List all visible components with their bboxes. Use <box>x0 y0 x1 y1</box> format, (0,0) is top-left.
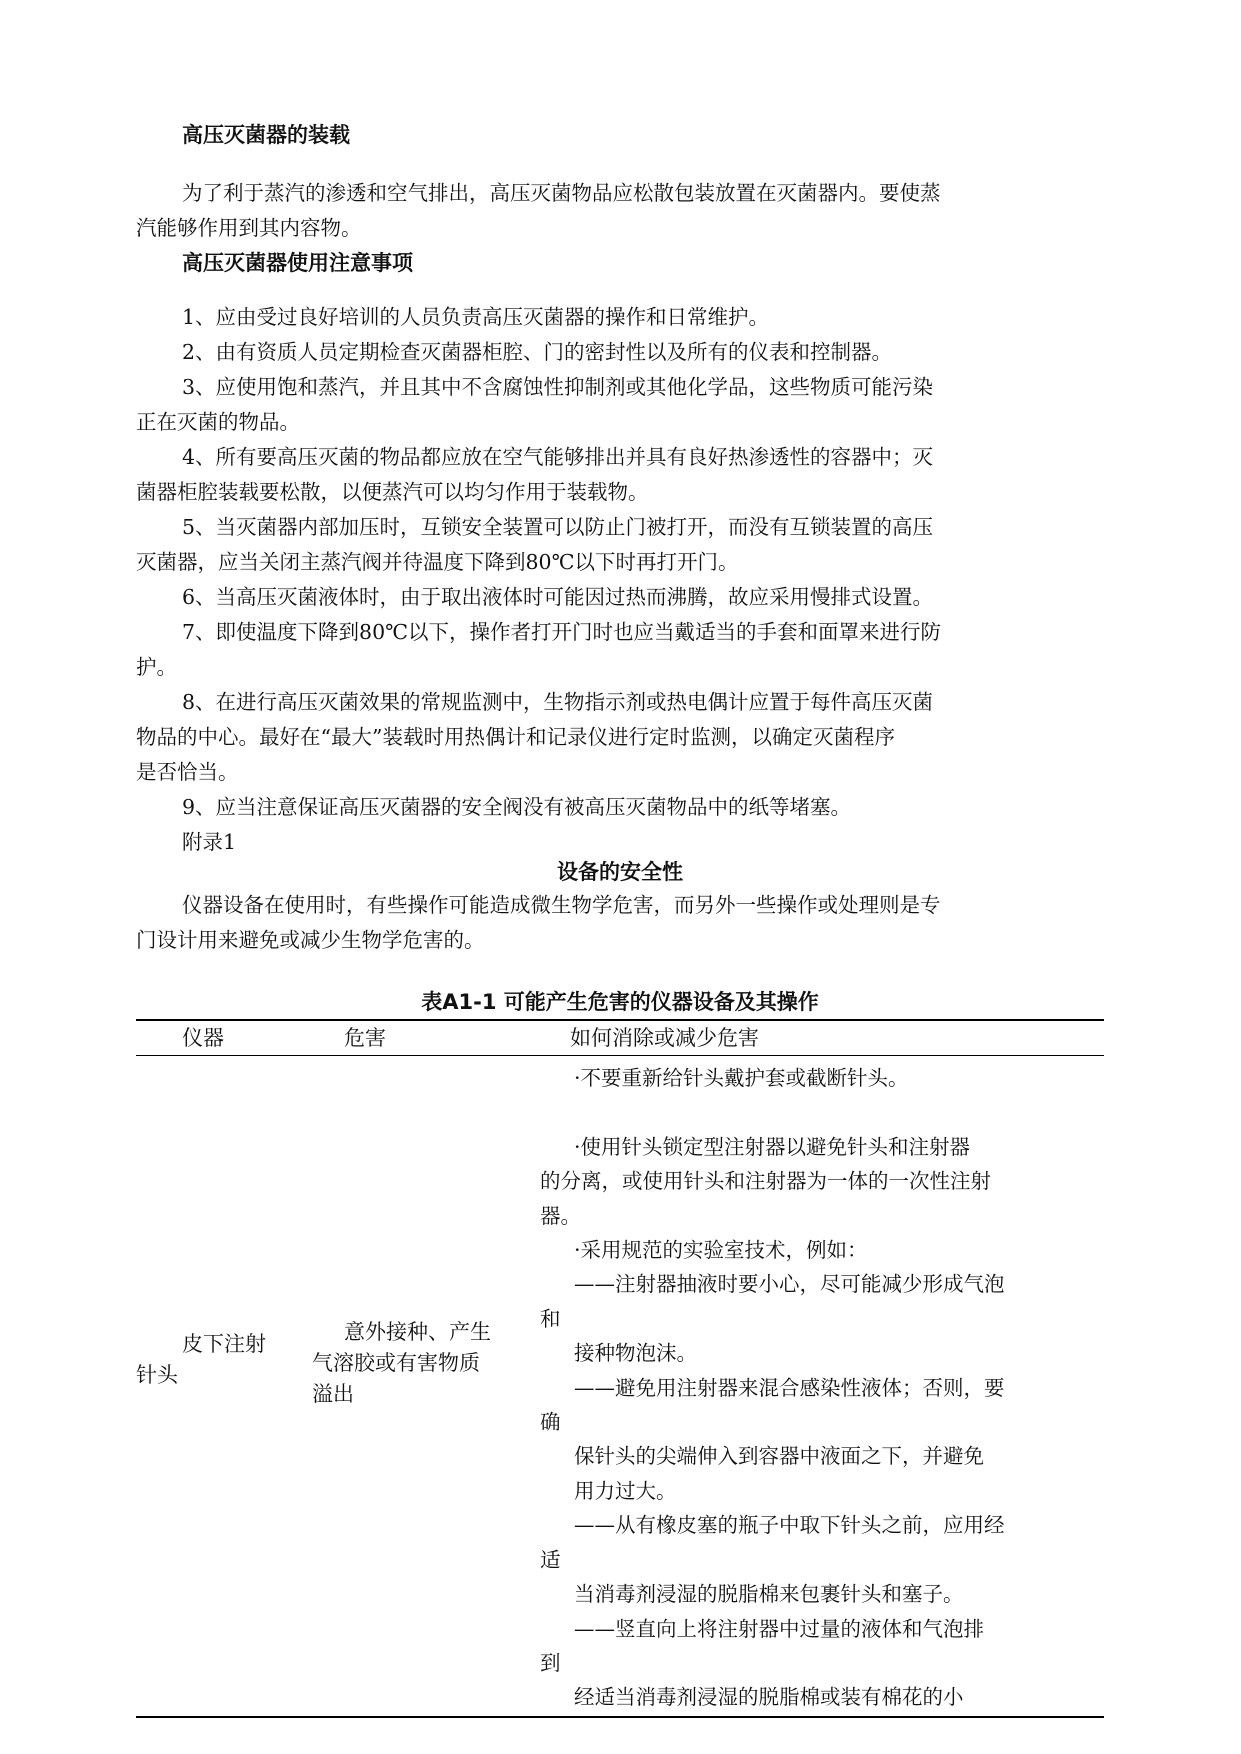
list-item: 9、应当注意保证高压灭菌器的安全阀没有被高压灭菌物品中的纸等堵塞。 <box>182 795 852 819</box>
table-cell-hazard <box>312 1317 522 1410</box>
list-item: 1、应由受过良好培训的人员负责高压灭菌器的操作和日常维护。 <box>182 305 770 329</box>
text-line: ·不要重新给针头戴护套或截断针头。 <box>574 1066 909 1090</box>
table-bottom-rule <box>136 1716 1104 1718</box>
text-line: ——竖直向上将注射器中过量的液体和气泡排 <box>574 1616 984 1641</box>
table-cell-instrument <box>136 1329 286 1391</box>
text-line: 经适当消毒剂浸湿的脱脂棉或装有棉花的小 <box>574 1685 964 1710</box>
text-line: 气溶胶或有害物质 <box>312 1351 480 1375</box>
text-line: 意外接种、产生 <box>344 1320 491 1344</box>
text-line: 针头 <box>136 1363 178 1387</box>
text-line <box>540 1095 1104 1129</box>
text-line: ——注射器抽液时要小心，尽可能减少形成气泡 <box>574 1272 1005 1297</box>
text-line: 皮下注射 <box>182 1332 266 1356</box>
list-item: 8、在进行高压灭菌效果的常规监测中，生物指示剂或热电偶计应置于每件高压灭菌 <box>182 690 934 714</box>
text-line: 保针头的尖端伸入到容器中液面之下，并避免 <box>574 1444 984 1469</box>
text-line: 的分离，或使用针头和注射器为一体的一次性注射 <box>540 1169 991 1194</box>
list-item: 3、应使用饱和蒸汽，并且其中不含腐蚀性抑制剂或其他化学品，这些物质可能污染 <box>182 375 934 399</box>
text-line: 用力过大。 <box>574 1478 677 1503</box>
list-item: 6、当高压灭菌液体时，由于取出液体时可能因过热而沸腾，故应采用慢排式设置。 <box>182 585 934 609</box>
text-line: 为了利于蒸汽的渗透和空气排出，高压灭菌物品应松散包装放置在灭菌器内。要使蒸 <box>182 181 941 205</box>
list-item: 5、当灭菌器内部加压时，互锁安全装置可以防止门被打开，而没有互锁装置的高压 <box>182 515 934 539</box>
appendix-label: 附录1 <box>182 830 237 854</box>
list-item: 2、由有资质人员定期检查灭菌器柜腔、门的密封性以及所有的仪表和控制器。 <box>182 340 893 364</box>
appendix-title: 设备的安全性 <box>557 860 683 884</box>
appendix-intro <box>136 888 1104 958</box>
table-top-rule <box>136 1019 1104 1021</box>
text-line: 器。 <box>540 1203 581 1228</box>
text-line: 和 <box>540 1306 561 1331</box>
text-line: ——避免用注射器来混合感染性液体；否则，要 <box>574 1375 1005 1400</box>
text-line: ·使用针头锁定型注射器以避免针头和注射器 <box>574 1134 971 1159</box>
list-item-cont: 是否恰当。 <box>136 760 239 784</box>
text-line: 门设计用来避免或减少生物学危害的。 <box>136 928 485 952</box>
text-line: 汽能够作用到其内容物。 <box>136 216 362 240</box>
text-line: 到 <box>540 1650 561 1675</box>
heading-precautions: 高压灭菌器使用注意事项 <box>182 251 413 275</box>
text-line: 溢出 <box>312 1382 354 1406</box>
table-header-hazard: 危害 <box>344 1026 386 1050</box>
list-item-cont: 菌器柜腔装载要松散，以便蒸汽可以均匀作用于装载物。 <box>136 480 649 504</box>
list-item: 7、即使温度下降到80℃以下，操作者打开门时也应当戴适当的手套和面罩来进行防 <box>182 620 942 644</box>
list-item-cont: 护。 <box>136 655 177 679</box>
precautions-list <box>136 300 1104 860</box>
text-line: ·采用规范的实验室技术，例如： <box>574 1238 868 1263</box>
text-line: 确 <box>540 1410 561 1435</box>
table-header-mitigation: 如何消除或减少危害 <box>570 1026 759 1050</box>
table-caption: 表A1-1 可能产生危害的仪器设备及其操作 <box>421 990 819 1014</box>
list-item-cont: 物品的中心。最好在“最大”装载时用热偶计和记录仪进行定时监测，以确定灭菌程序 <box>136 725 895 749</box>
list-item-cont: 正在灭菌的物品。 <box>136 410 300 434</box>
text-line: 接种物泡沫。 <box>574 1341 697 1366</box>
loading-paragraph <box>136 176 1104 246</box>
text-line: 当消毒剂浸湿的脱脂棉来包裹针头和塞子。 <box>574 1582 964 1607</box>
table-cell-mitigation <box>540 1061 1104 1715</box>
table-header-instrument: 仪器 <box>182 1026 224 1050</box>
list-item: 4、所有要高压灭菌的物品都应放在空气能够排出并具有良好热渗透性的容器中；灭 <box>182 445 934 469</box>
table-header-rule <box>136 1055 1104 1056</box>
heading-loading: 高压灭菌器的装载 <box>182 123 350 147</box>
text-line: 仪器设备在使用时，有些操作可能造成微生物学危害，而另外一些操作或处理则是专 <box>182 893 941 917</box>
text-line: ——从有橡皮塞的瓶子中取下针头之前，应用经 <box>574 1513 1005 1538</box>
text-line: 适 <box>540 1547 561 1572</box>
list-item-cont: 灭菌器，应当关闭主蒸汽阀并待温度下降到80℃以下时再打开门。 <box>136 550 739 574</box>
